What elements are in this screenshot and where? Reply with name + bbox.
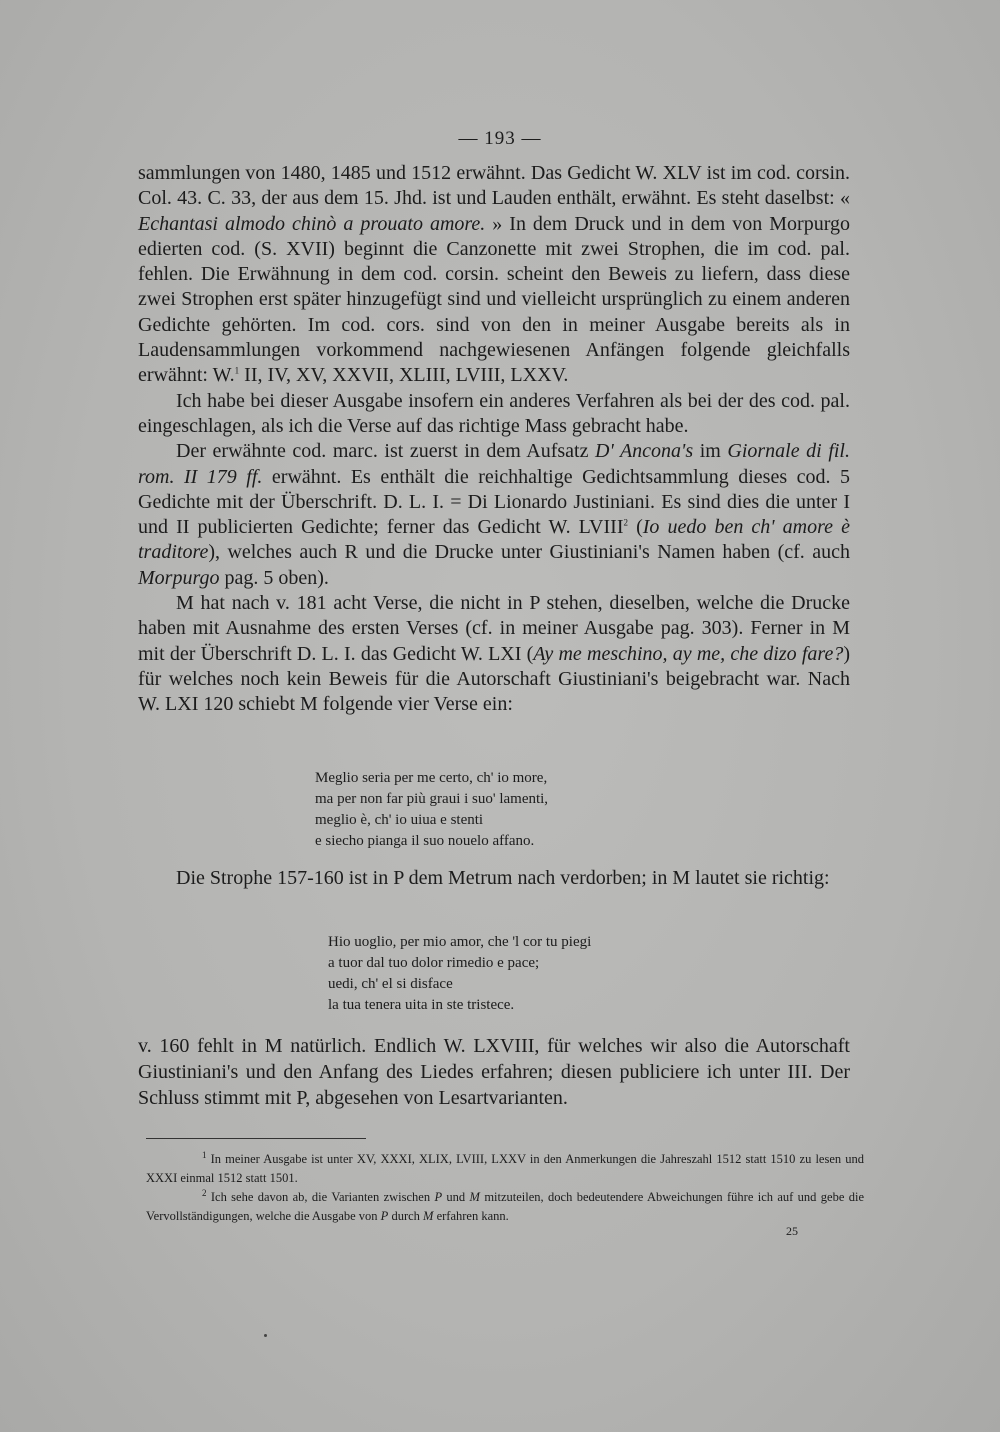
footnote-2: $^2$ Ich sehe davon ab, die Varianten zwischen P und M mitzuteilen, doch bedeutendere Abweichungen führe ich auf und gebe die Vervollständigungen, welche die Ausgabe von P durch M erfahren kann. xyxy=(146,1187,865,1223)
poem-title: Io uedo ben ch' amore è traditore xyxy=(138,516,850,564)
author-name-morpurgo: Morpurgo xyxy=(138,566,220,589)
paragraph-6: v. 160 fehlt in M natürlich. Endlich W. LXVIII, für welches wir also die Autorschaft Giustiniani's und den Anfang des Liedes erfahren; diesen publiciere ich unter III. Der Schluss stimmt mit P, abgesehen von Lesartvarianten. xyxy=(138,1035,850,1109)
main-text-middle xyxy=(138,866,850,891)
paragraph-5: Die Strophe 157-160 ist in P dem Metrum nach verdorben; in M lautet sie richtig: xyxy=(176,867,830,889)
verse-line: la tua tenera uita in ste tristece. xyxy=(328,997,515,1013)
author-name-ancona: D' Ancona's xyxy=(595,440,694,463)
main-text-upper xyxy=(138,161,850,718)
verse-block-1 xyxy=(315,768,548,852)
quoted-incipit: Echantasi almodo chinò a prouato amore. xyxy=(138,212,486,235)
verse-line: uedi, ch' el si disface xyxy=(328,976,453,992)
poem-title-lxi: Ay me meschino, ay me, che dizo fare? xyxy=(533,642,844,665)
footnote-mark: 1 xyxy=(202,1149,207,1160)
footnote-separator xyxy=(146,1138,366,1139)
footnote-1: $^1$ In meiner Ausgabe ist unter XV, XXXI, XLIX, LVIII, LXXV in den Anmerkungen die Jahreszahl 1512 statt 1510 zu lesen und XXXI einmal 1512 statt 1501. xyxy=(146,1149,864,1185)
footnote-mark: 2 xyxy=(202,1187,207,1198)
footnote-ref-1: 1 xyxy=(234,365,240,376)
verse-line: meglio è, ch' io uiua e stenti xyxy=(315,812,484,828)
paragraph-4: M hat nach v. 181 acht Verse, die nicht in P stehen, dieselben, welche die Drucke haben mit Ausnahme des ersten Verses (cf. in meiner Ausgabe pag. 303). Ferner in M mit der Überschrift D. L. I. das Gedicht W. LXI (Ay me meschino, ay me, che dizo fare?) für welches noch kein Beweis für die Autorschaft Giustiniani's beigebracht war. Nach W. LXI 120 schiebt M folgende vier Verse ein: xyxy=(138,592,850,716)
paper-speck xyxy=(264,1334,267,1337)
verse-line: Hio uoglio, per mio amor, che 'l cor tu piegi xyxy=(328,934,592,950)
main-text-lower xyxy=(138,1033,850,1111)
footnotes xyxy=(146,1150,864,1226)
journal-reference: Giornale di fil. rom. II 179 ff. xyxy=(138,440,850,488)
verse-line: e siecho pianga il suo nouelo affano. xyxy=(315,833,535,849)
printer-signature: 25 xyxy=(786,1224,798,1238)
paragraph-1: sammlungen von 1480, 1485 und 1512 erwähnt. Das Gedicht W. XLV ist im cod. corsin. Col. 43. C. 33, der aus dem 15. Jhd. ist und Lauden enthält, erwähnt. Es steht daselbst: « Echantasi almodo chinò a prouato amore. » In dem Druck und in dem von Morpurgo edierten cod. (S. XVII) beginnt die Canzonette mit zwei Strophen, die im cod. pal. fehlen. Die Erwähnung in dem cod. corsin. scheint den Beweis zu liefern, dass diese zwei Strophen erst später hinzugefügt sind und vielleicht ursprünglich zu einem anderen Gedichte gehörten. Im cod. cors. sind von den in meiner Ausgabe bereits als in Laudensammlungen vorkommend nachgewiesenen Anfängen folgende gleichfalls erwähnt: W.$^1$ II, IV, XV, XXVII, XLIII, LVIII, LXXV. xyxy=(138,162,850,387)
verse-block-2 xyxy=(328,932,591,1016)
paragraph-3: Der erwähnte cod. marc. ist zuerst in dem Aufsatz D' Ancona's im Giornale di fil. rom. II 179 ff. erwähnt. Es enthält die reichhaltige Gedichtsammlung dieses cod. 5 Gedichte mit der Überschrift. D. L. I. = Di Lionardo Justiniani. Es sind dies die unter I und II publicierten Gedichte; ferner das Gedicht W. LVIII$^2$ (Io uedo ben ch' amore è traditore), welches auch R und die Drucke unter Giustiniani's Namen haben (cf. auch Morpurgo pag. 5 oben). xyxy=(138,440,850,589)
verse-line: Meglio seria per me certo, ch' io more, xyxy=(315,770,548,786)
page-number: — 193 — xyxy=(458,128,542,149)
paragraph-2: Ich habe bei dieser Ausgabe insofern ein anderes Verfahren als bei der des cod. pal. eingeschlagen, als ich die Verse auf das richtige Mass gebracht habe. xyxy=(138,389,850,437)
footnote-ref-2: 2 xyxy=(623,517,628,528)
verse-line: ma per non far più graui i suo' lamenti, xyxy=(315,791,549,807)
verse-line: a tuor dal tuo dolor rimedio e pace; xyxy=(328,955,540,971)
